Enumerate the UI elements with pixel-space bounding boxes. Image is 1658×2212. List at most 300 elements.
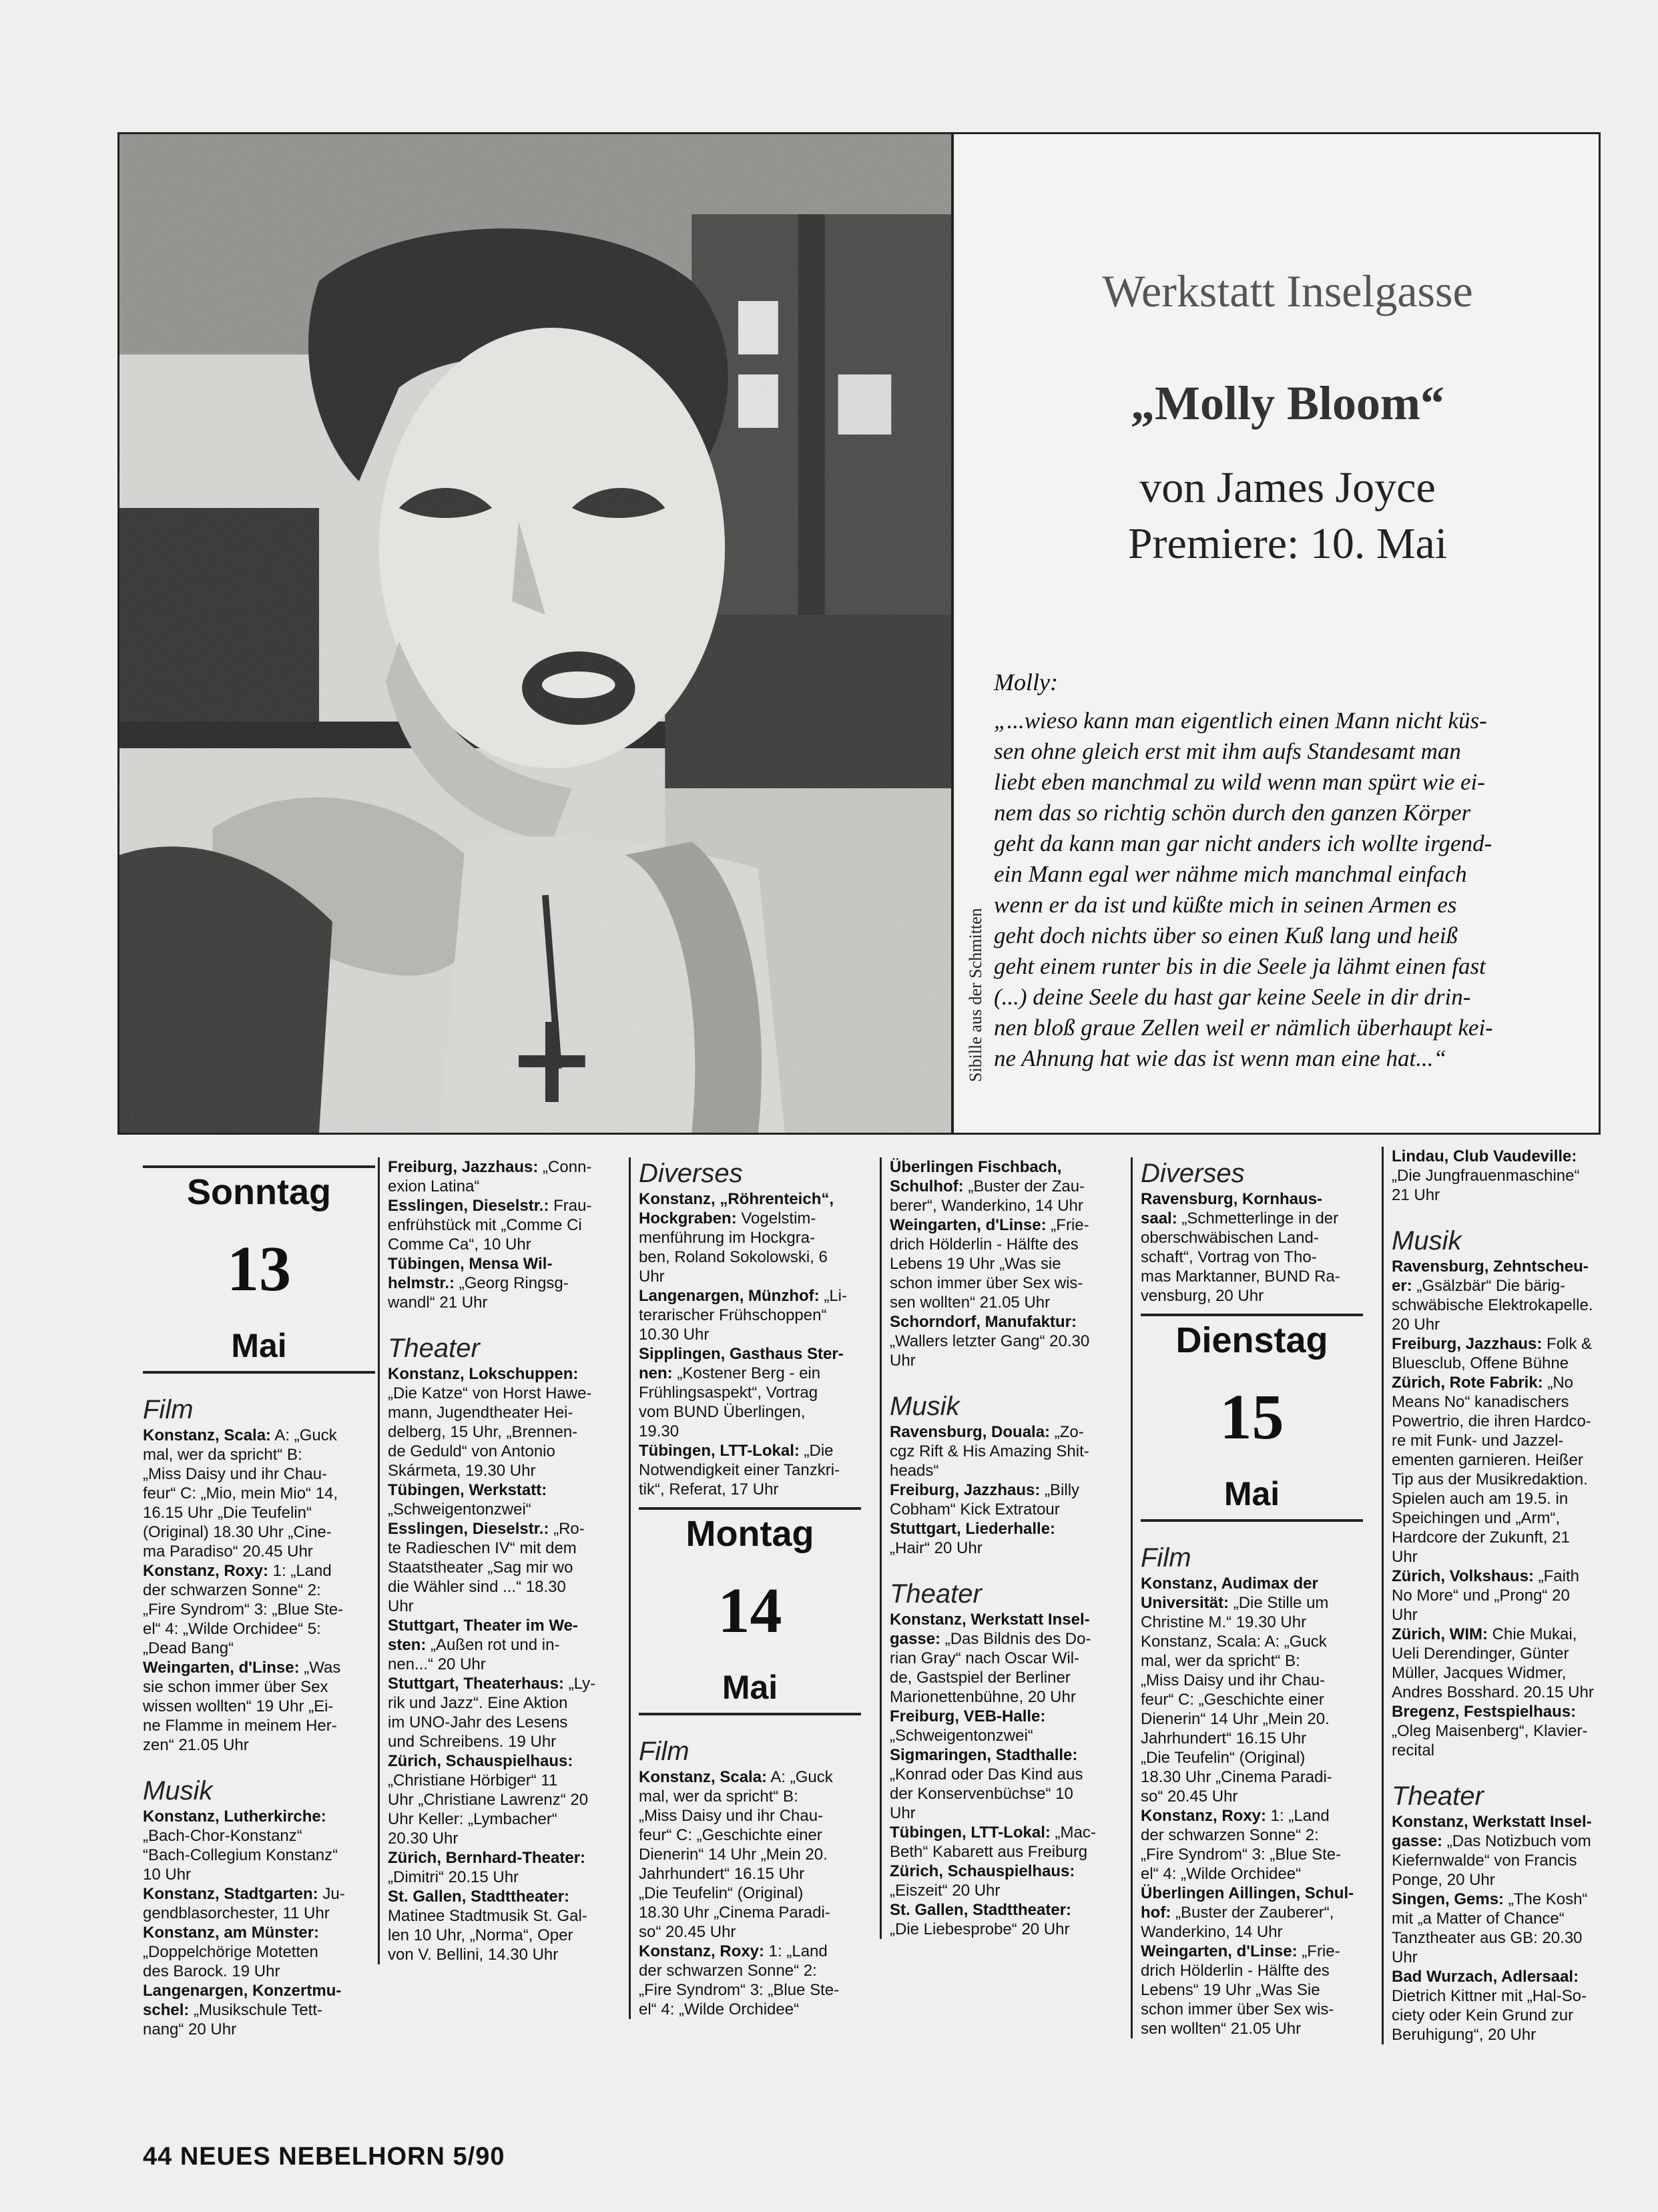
listing-line bbox=[639, 1248, 861, 1267]
section-heading: Film bbox=[143, 1395, 194, 1424]
event-text: „Fire Syndrom“ 3: „Blue Ste- bbox=[1141, 1846, 1342, 1864]
event-text: Kiefernwalde“ von Francis bbox=[1392, 1852, 1577, 1870]
listing-line bbox=[388, 1254, 610, 1274]
event-text: Skármeta, 19.30 Uhr bbox=[388, 1462, 536, 1480]
venue-name: Esslingen, Dieselstr.: bbox=[388, 1197, 549, 1215]
event-text: „Die Teufelin“ (Original) bbox=[639, 1884, 804, 1902]
venue-name: Zürich, Rote Fabrik: bbox=[1392, 1374, 1543, 1392]
event-text: „Ro- bbox=[549, 1520, 585, 1538]
event-text: Uhr bbox=[388, 1597, 414, 1615]
listing-line bbox=[1392, 1489, 1614, 1508]
venue-name: Freiburg, Jazzhaus: bbox=[890, 1481, 1041, 1499]
listing-line bbox=[890, 1235, 1112, 1254]
listing-line bbox=[143, 1904, 375, 1923]
listing-line bbox=[143, 1658, 375, 1677]
event-text: „Kostener Berg - ein bbox=[672, 1364, 821, 1382]
listing-column-2 bbox=[378, 1157, 610, 1964]
event-text: „Ly- bbox=[564, 1675, 596, 1693]
venue-name: er: bbox=[1392, 1277, 1412, 1295]
listing-line bbox=[143, 1923, 375, 1942]
venue-name: Zürich, WIM: bbox=[1392, 1625, 1488, 1643]
event-text: sie schon immer über Sex bbox=[143, 1678, 328, 1696]
venue-name: Freiburg, Jazzhaus: bbox=[1392, 1335, 1543, 1353]
event-text: Folk & bbox=[1542, 1335, 1593, 1353]
event-text: so“ 20.45 Uhr bbox=[639, 1923, 736, 1941]
quote-speaker: Molly: bbox=[994, 669, 1058, 696]
listing-line bbox=[1141, 1884, 1363, 1903]
event-text: Ponge, 20 Uhr bbox=[1392, 1871, 1495, 1889]
listing-line bbox=[890, 1920, 1112, 1939]
event-text: Uhr bbox=[890, 1804, 916, 1822]
author-line: von James Joyce bbox=[1139, 463, 1436, 512]
listing-line bbox=[1392, 1909, 1614, 1928]
event-text: „Die Liebesprobe“ 20 Uhr bbox=[890, 1920, 1070, 1938]
listing-line bbox=[1392, 1625, 1614, 1644]
listing-line bbox=[1141, 1922, 1363, 1942]
listing-line bbox=[639, 1864, 861, 1884]
event-text: „Dead Bang“ bbox=[143, 1639, 234, 1657]
event-text: Bluesclub, Offene Bühne bbox=[1392, 1354, 1569, 1372]
event-text: feur“ C: „Geschichte einer bbox=[1141, 1691, 1324, 1709]
event-text: terarischer Frühschoppen“ bbox=[639, 1306, 827, 1324]
listing-line bbox=[639, 1209, 861, 1228]
photo-credit: Sibille aus der Schmitten bbox=[966, 908, 985, 1082]
venue-name: hof: bbox=[1141, 1904, 1171, 1922]
listing-line bbox=[388, 1519, 610, 1539]
event-text: Jahrhundert“ 16.15 Uhr bbox=[1141, 1729, 1307, 1747]
listing-line bbox=[639, 1884, 861, 1903]
event-text: Spielen auch am 19.5. in bbox=[1392, 1490, 1569, 1508]
day-month: Mai bbox=[143, 1326, 375, 1374]
listing-line bbox=[388, 1384, 610, 1403]
venue-name: Konstanz, Lokschuppen: bbox=[388, 1365, 579, 1383]
listing-line bbox=[388, 1177, 610, 1196]
listing-line bbox=[639, 1961, 861, 1980]
listing-line bbox=[1392, 1147, 1614, 1166]
event-text: „The Kosh“ bbox=[1504, 1890, 1588, 1908]
event-text: Speichingen und „Arm“, bbox=[1392, 1509, 1561, 1527]
event-text: Tanztheater aus GB: 20.30 bbox=[1392, 1929, 1583, 1947]
venue-name: Langenargen, Konzertmu- bbox=[143, 1982, 342, 2000]
listing-line bbox=[1141, 1942, 1363, 1961]
listing-line bbox=[1392, 1315, 1614, 1334]
listing-line bbox=[388, 1442, 610, 1461]
quote-line: (...) deine Seele du hast gar keine Seele in dir drin- bbox=[994, 984, 1471, 1010]
listing-line bbox=[1392, 1528, 1614, 1547]
event-text: mann, Jugendtheater Hei- bbox=[388, 1404, 573, 1422]
event-text: Means No“ kanadischers bbox=[1392, 1393, 1569, 1411]
venue-name: Weingarten, d'Linse: bbox=[143, 1659, 300, 1677]
venue-name: Freiburg, VEB-Halle: bbox=[890, 1707, 1046, 1725]
quote-line: ein Mann egal wer nähme mich manchmal einfach bbox=[994, 861, 1467, 887]
venue-name: Zürich, Volkshaus: bbox=[1392, 1567, 1534, 1585]
event-text: nen...“ 20 Uhr bbox=[388, 1655, 486, 1673]
venue-name: Esslingen, Dieselstr.: bbox=[388, 1520, 549, 1538]
day-name: Montag bbox=[639, 1507, 861, 1554]
event-text: 20.30 Uhr bbox=[388, 1830, 459, 1848]
venue-name: Tübingen, LTT-Lokal: bbox=[890, 1824, 1051, 1842]
listing-line bbox=[1392, 1586, 1614, 1605]
listing-line bbox=[143, 1445, 375, 1464]
quote-line: liebt eben manchmal zu wild wenn man spürt wie ei- bbox=[994, 769, 1485, 795]
listing-line bbox=[1392, 1812, 1614, 1832]
event-text: Uhr bbox=[1392, 1948, 1418, 1966]
listing-column-3 bbox=[629, 1157, 861, 2019]
venue-name: Bregenz, Festspielhaus: bbox=[1392, 1703, 1577, 1721]
event-text: len 10 Uhr, „Norma“, Oper bbox=[388, 1926, 573, 1944]
venue-name: gasse: bbox=[1392, 1832, 1443, 1850]
event-text: 10 Uhr bbox=[143, 1866, 192, 1884]
listing-line bbox=[388, 1868, 610, 1887]
listing-line bbox=[143, 1735, 375, 1755]
event-text: berer“, Wanderkino, 14 Uhr bbox=[890, 1197, 1083, 1215]
event-text: „Schmetterlinge in der bbox=[1177, 1209, 1339, 1227]
listing-line bbox=[890, 1881, 1112, 1900]
event-text: menführung im Hockgra- bbox=[639, 1229, 816, 1247]
event-text: nang“ 20 Uhr bbox=[143, 2020, 237, 2038]
listing-line bbox=[1392, 1296, 1614, 1315]
event-text: Uhr bbox=[1392, 1606, 1418, 1624]
event-text: de, Gastspiel der Berliner bbox=[890, 1669, 1071, 1687]
event-text: rian Gray“ nach Oscar Wil- bbox=[890, 1649, 1080, 1667]
event-text: Marionettenbühne, 20 Uhr bbox=[890, 1688, 1076, 1706]
event-text: schwäbische Elektrokapelle. bbox=[1392, 1296, 1593, 1314]
venue-name: Konstanz, Scala: bbox=[639, 1768, 768, 1786]
listing-line bbox=[890, 1157, 1112, 1177]
listing-line bbox=[388, 1364, 610, 1384]
event-text: „Fire Syndrom“ 3: „Blue Ste- bbox=[639, 1981, 840, 1999]
event-text: el“ 4: „Wilde Orchidee“ bbox=[639, 2000, 800, 2018]
event-text: Wanderkino, 14 Uhr bbox=[1141, 1923, 1283, 1941]
event-text: sen wollten“ 21.05 Uhr bbox=[890, 1294, 1051, 1312]
listing-line bbox=[1141, 1845, 1363, 1864]
listing-line bbox=[388, 1655, 610, 1674]
listing-line bbox=[388, 1810, 610, 1829]
event-text: „Das Notizbuch vom bbox=[1442, 1832, 1591, 1850]
venue-title: Werkstatt Inselgasse bbox=[1102, 266, 1473, 316]
listing-line bbox=[143, 1865, 375, 1884]
listing-column-6 bbox=[1382, 1147, 1614, 2044]
listing-line bbox=[1392, 1741, 1614, 1760]
listing-line bbox=[1392, 1663, 1614, 1683]
event-text: „Miss Daisy und ihr Chau- bbox=[1141, 1671, 1326, 1689]
listing-line bbox=[639, 1402, 861, 1422]
venue-name: Überlingen Aillingen, Schul- bbox=[1141, 1884, 1354, 1902]
section-heading: Film bbox=[1141, 1543, 1191, 1573]
listing-line bbox=[890, 1312, 1112, 1332]
day-name: Dienstag bbox=[1141, 1314, 1363, 1360]
listing-line bbox=[388, 1558, 610, 1577]
listing-line bbox=[1392, 2025, 1614, 2044]
listing-line bbox=[143, 1523, 375, 1542]
listing-line bbox=[143, 2020, 375, 2039]
listing-line bbox=[1141, 2019, 1363, 2038]
listing-line bbox=[1141, 1748, 1363, 1767]
listing-line bbox=[143, 2000, 375, 2020]
listing-line bbox=[1392, 1392, 1614, 1412]
event-text: „Das Bildnis des Do- bbox=[940, 1630, 1091, 1648]
event-text: 1: „Land bbox=[764, 1942, 828, 1960]
venue-name: helmstr.: bbox=[388, 1274, 455, 1292]
listing-line bbox=[890, 1765, 1112, 1784]
listing-line bbox=[143, 1561, 375, 1581]
listing-line bbox=[1392, 1547, 1614, 1567]
quote-line: ne Ahnung hat wie das ist wenn man eine hat...“ bbox=[994, 1045, 1446, 1071]
venue-name: Konstanz, am Münster: bbox=[143, 1924, 320, 1942]
section-heading: Film bbox=[639, 1737, 689, 1766]
venue-name: Sipplingen, Gasthaus Ster- bbox=[639, 1345, 844, 1363]
event-text: „Schweigentonzwei“ bbox=[388, 1500, 531, 1518]
listing-line bbox=[1141, 2000, 1363, 2019]
listing-line bbox=[388, 1480, 610, 1500]
venue-name: sten: bbox=[388, 1636, 427, 1654]
quote-line: nem das so richtig schön durch den ganzen Körper bbox=[994, 800, 1471, 826]
listing-line bbox=[143, 1697, 375, 1716]
event-text: wandl“ 21 Uhr bbox=[388, 1294, 488, 1312]
event-text: „Georg Ringsg- bbox=[455, 1274, 569, 1292]
event-text: 1: „Land bbox=[1266, 1807, 1330, 1825]
listing-line bbox=[1392, 1721, 1614, 1741]
day-header bbox=[639, 1507, 861, 1715]
venue-name: Hockgraben: bbox=[639, 1209, 737, 1227]
listing-line bbox=[388, 1215, 610, 1235]
listing-line bbox=[388, 1771, 610, 1790]
listing-line bbox=[388, 1422, 610, 1442]
listing-line bbox=[890, 1351, 1112, 1370]
listing-line bbox=[388, 1926, 610, 1945]
event-text: Matinee Stadtmusik St. Gal- bbox=[388, 1907, 587, 1925]
event-text: recital bbox=[1392, 1741, 1435, 1759]
listing-line bbox=[890, 1254, 1112, 1274]
venue-name: Stuttgart, Liederhalle: bbox=[890, 1520, 1056, 1538]
quote-line: sen ohne gleich erst mit ihm aufs Standesamt man bbox=[994, 738, 1461, 764]
listing-line bbox=[1141, 1574, 1363, 1593]
listing-line bbox=[143, 1884, 375, 1904]
section-heading: Musik bbox=[890, 1392, 960, 1421]
listing-line bbox=[1141, 1286, 1363, 1306]
listing-line bbox=[639, 1383, 861, 1402]
event-text: „Gsälzbär“ Die bärig- bbox=[1412, 1277, 1566, 1295]
quote-line: „...wieso kann man eigentlich einen Mann nicht küs- bbox=[994, 708, 1487, 734]
listing-column-5 bbox=[1131, 1157, 1363, 2038]
listing-line bbox=[388, 1616, 610, 1635]
event-text: „Wallers letzter Gang“ 20.30 bbox=[890, 1332, 1090, 1350]
listing-column-1 bbox=[143, 1157, 375, 2039]
listing-line bbox=[890, 1177, 1112, 1196]
listing-line bbox=[143, 1826, 375, 1846]
event-text: „Außen rot und in- bbox=[426, 1636, 560, 1654]
listing-line bbox=[639, 1306, 861, 1325]
listing-line bbox=[890, 1842, 1112, 1862]
listing-line bbox=[388, 1887, 610, 1906]
event-text: schaft“, Vortrag von Tho- bbox=[1141, 1248, 1317, 1266]
day-header bbox=[1141, 1314, 1363, 1522]
day-number: 13 bbox=[227, 1233, 291, 1304]
listing-line bbox=[1392, 1373, 1614, 1392]
event-text: Christine M.“ 19.30 Uhr bbox=[1141, 1613, 1307, 1631]
listing-line bbox=[1392, 1257, 1614, 1276]
listing-line bbox=[1141, 1189, 1363, 1209]
listing-line bbox=[143, 1600, 375, 1619]
listing-line bbox=[1141, 1228, 1363, 1248]
listing-line bbox=[388, 1157, 610, 1177]
venue-name: nen: bbox=[639, 1364, 673, 1382]
event-text: Ju- bbox=[318, 1885, 345, 1903]
quote-line: geht da kann man gar nicht anders ich wollte irgend- bbox=[994, 830, 1492, 856]
event-text: „Li- bbox=[819, 1287, 847, 1305]
event-text: Beth“ Kabarett aus Freiburg bbox=[890, 1843, 1088, 1861]
event-text: „Die Stille um bbox=[1229, 1594, 1329, 1612]
listing-line bbox=[143, 1542, 375, 1561]
event-text: Frühlingsaspekt“, Vortrag bbox=[639, 1384, 818, 1402]
listing-line bbox=[1141, 1806, 1363, 1826]
section-heading: Diverses bbox=[639, 1159, 743, 1188]
event-text: A: „Guck bbox=[271, 1426, 337, 1444]
venue-name: Langenargen, Münzhof: bbox=[639, 1287, 820, 1305]
listing-line bbox=[143, 1484, 375, 1503]
listing-line bbox=[1392, 1470, 1614, 1489]
day-number: 14 bbox=[718, 1575, 782, 1646]
event-text: Lebens 19 Uhr „Was sie bbox=[890, 1255, 1061, 1273]
venue-name: Stuttgart, Theaterhaus: bbox=[388, 1675, 565, 1693]
event-text: Uhr „Christiane Lawrenz“ 20 bbox=[388, 1791, 589, 1809]
listing-line bbox=[1392, 1683, 1614, 1702]
listing-line bbox=[639, 1422, 861, 1441]
listing-line bbox=[1392, 1890, 1614, 1909]
event-text: 1: „Land bbox=[268, 1562, 332, 1580]
event-text: „Fire Syndrom“ 3: „Blue Ste- bbox=[143, 1601, 344, 1619]
listing-line bbox=[388, 1500, 610, 1519]
event-text: ma Paradiso“ 20.45 Uhr bbox=[143, 1543, 313, 1561]
event-text: vom BUND Überlingen, bbox=[639, 1403, 806, 1421]
venue-name: Lindau, Club Vaudeville: bbox=[1392, 1147, 1577, 1165]
listing-line bbox=[890, 1707, 1112, 1726]
listing-line bbox=[890, 1519, 1112, 1539]
venue-name: Konstanz, Audimax der bbox=[1141, 1575, 1318, 1593]
listing-line bbox=[1392, 1851, 1614, 1870]
event-text: der schwarzen Sonne“ 2: bbox=[639, 1962, 817, 1980]
event-text: oberschwäbischen Land- bbox=[1141, 1229, 1319, 1247]
venue-name: Stuttgart, Theater im We- bbox=[388, 1617, 578, 1635]
event-text: „Miss Daisy und ihr Chau- bbox=[143, 1465, 328, 1483]
event-text: Comme Ca“, 10 Uhr bbox=[388, 1235, 531, 1254]
listing-line bbox=[1392, 1431, 1614, 1450]
event-text: „Conn- bbox=[538, 1158, 592, 1176]
listing-line bbox=[890, 1823, 1112, 1842]
event-text: delberg, 15 Uhr, „Brennen- bbox=[388, 1423, 578, 1441]
listing-line bbox=[1141, 1709, 1363, 1729]
event-text: „Mac- bbox=[1050, 1824, 1096, 1842]
listing-line bbox=[639, 1267, 861, 1286]
listing-line bbox=[1141, 1690, 1363, 1709]
venue-name: Konstanz, Lutherkirche: bbox=[143, 1808, 326, 1826]
listing-line bbox=[890, 1422, 1112, 1442]
play-title: „Molly Bloom“ bbox=[1131, 376, 1444, 430]
event-text: „Frie- bbox=[1297, 1942, 1340, 1960]
event-text: 18.30 Uhr „Cinema Paradi- bbox=[639, 1904, 830, 1922]
event-text: de Geduld“ von Antonio bbox=[388, 1442, 555, 1460]
listing-line bbox=[639, 1767, 861, 1787]
listing-line bbox=[1392, 1832, 1614, 1851]
listing-line bbox=[143, 1619, 375, 1639]
event-text: und Schreibens. 19 Uhr bbox=[388, 1733, 557, 1751]
listing-line bbox=[639, 1460, 861, 1480]
venue-name: Zürich, Schauspielhaus: bbox=[388, 1752, 573, 1770]
quote-line: wenn er da ist und küßte mich in seinen Armen es bbox=[994, 892, 1457, 918]
listing-line bbox=[388, 1790, 610, 1810]
event-text: die Wähler sind ...“ 18.30 bbox=[388, 1578, 566, 1596]
listing-line bbox=[890, 1745, 1112, 1765]
event-text: „Billy bbox=[1040, 1481, 1080, 1499]
listing-line bbox=[639, 1922, 861, 1942]
listing-line bbox=[388, 1906, 610, 1926]
event-text: Chie Mukai, bbox=[1487, 1625, 1577, 1643]
listing-line bbox=[388, 1751, 610, 1771]
listing-line bbox=[890, 1332, 1112, 1351]
venue-name: Schorndorf, Manufaktur: bbox=[890, 1313, 1077, 1331]
event-text: Ueli Derendinger, Günter bbox=[1392, 1645, 1569, 1663]
event-text: „Musikschule Tett- bbox=[189, 2001, 322, 2019]
listing-line bbox=[388, 1635, 610, 1655]
event-text: 16.15 Uhr „Die Teufelin“ bbox=[143, 1504, 312, 1522]
event-text: rik und Jazz“. Eine Aktion bbox=[388, 1694, 568, 1712]
event-text: ben, Roland Sokolowski, 6 bbox=[639, 1248, 828, 1266]
venue-name: Ravensburg, Zehntscheu- bbox=[1392, 1258, 1589, 1276]
event-text: Jahrhundert“ 16.15 Uhr bbox=[639, 1865, 805, 1883]
event-text: el“ 4: „Wilde Orchidee“ 5: bbox=[143, 1620, 321, 1638]
venue-name: St. Gallen, Stadttheater: bbox=[388, 1888, 570, 1906]
event-text: re mit Funk- und Jazzel- bbox=[1392, 1432, 1564, 1450]
listing-line bbox=[1392, 1450, 1614, 1470]
event-text: 20 Uhr bbox=[1392, 1316, 1440, 1334]
venue-name: Weingarten, d'Linse: bbox=[1141, 1942, 1298, 1960]
event-text: so“ 20.45 Uhr bbox=[1141, 1787, 1238, 1806]
event-text: (Original) 18.30 Uhr „Cine- bbox=[143, 1523, 332, 1541]
venue-name: schel: bbox=[143, 2001, 190, 2019]
event-text: zen“ 21.05 Uhr bbox=[143, 1736, 249, 1754]
listing-line bbox=[639, 1942, 861, 1961]
event-text: el“ 4: „Wilde Orchidee“ bbox=[1141, 1865, 1302, 1883]
listing-line bbox=[388, 1577, 610, 1597]
event-text: „Die Katze“ von Horst Hawe- bbox=[388, 1384, 592, 1402]
day-month: Mai bbox=[639, 1667, 861, 1715]
listing-line bbox=[890, 1784, 1112, 1804]
event-text: Dietrich Kittner mit „Hal-So- bbox=[1392, 1987, 1587, 2005]
listing-line bbox=[1392, 1948, 1614, 1967]
listing-line bbox=[388, 1693, 610, 1713]
venue-name: Konstanz, „Röhrenteich“, bbox=[639, 1190, 834, 1208]
listing-line bbox=[1392, 2006, 1614, 2025]
event-text: mal, wer da spricht“ B: bbox=[639, 1787, 798, 1806]
listing-line bbox=[639, 1189, 861, 1209]
section-heading: Theater bbox=[890, 1579, 982, 1609]
listing-line bbox=[1141, 1671, 1363, 1690]
listing-line bbox=[890, 1500, 1112, 1519]
venue-name: gasse: bbox=[890, 1630, 941, 1648]
event-text: “Bach-Collegium Konstanz“ bbox=[143, 1846, 338, 1864]
event-text: „Christiane Hörbiger“ 11 bbox=[388, 1771, 558, 1789]
event-text: Tip aus der Musikredaktion. bbox=[1392, 1470, 1588, 1488]
listing-line bbox=[639, 1228, 861, 1248]
event-text: Cobham“ Kick Extratour bbox=[890, 1500, 1060, 1518]
event-text: Konstanz, Scala: A: „Guck bbox=[1141, 1633, 1327, 1651]
event-text: „No bbox=[1543, 1374, 1574, 1392]
quote-line: nen bloß graue Zellen weil er nämlich überhaupt kei- bbox=[994, 1015, 1493, 1041]
listing-line bbox=[1141, 1903, 1363, 1922]
listing-line bbox=[639, 1980, 861, 2000]
listing-line bbox=[388, 1235, 610, 1254]
event-text: Uhr bbox=[890, 1352, 916, 1370]
